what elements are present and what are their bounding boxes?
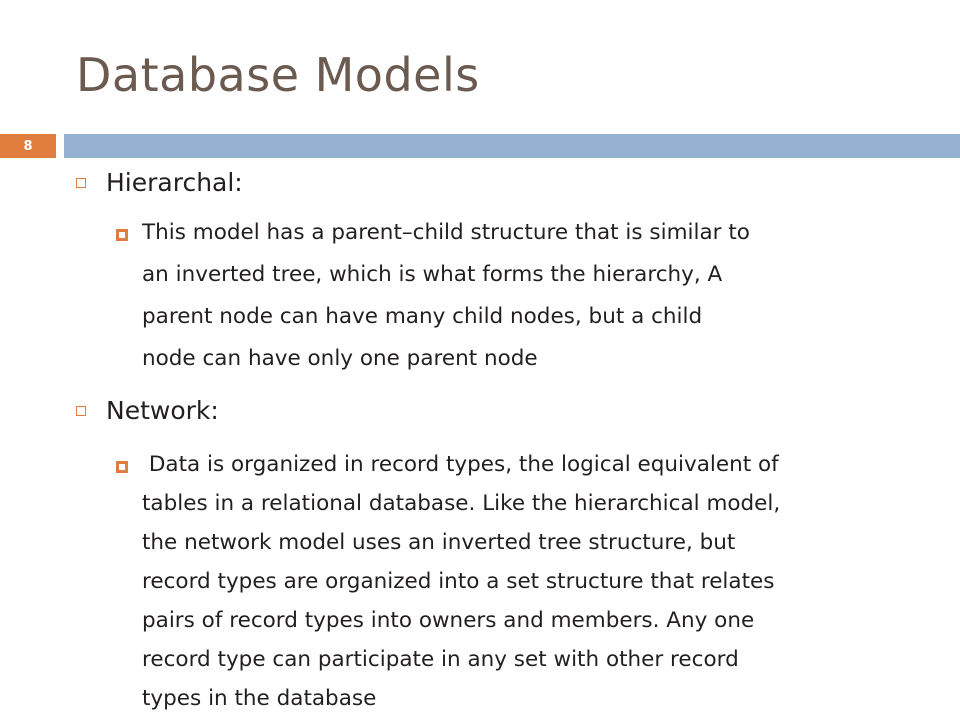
- bullet-label: Hierarchal:: [106, 168, 243, 197]
- hollow-square-icon: [76, 178, 86, 188]
- paragraph-line: pairs of record types into owners and members. Any one: [142, 608, 755, 633]
- paragraph-line: the network model uses an inverted tree structure, but: [142, 530, 736, 555]
- paragraph-line: tables in a relational database. Like the hierarchical model,: [142, 491, 781, 516]
- paragraph-line: record type can participate in any set with other record: [142, 647, 739, 672]
- paragraph-line: parent node can have many child nodes, but a child: [142, 304, 703, 329]
- paragraph-line: This model has a parent–child structure that is similar to: [142, 220, 750, 245]
- filled-square-icon: [116, 461, 128, 473]
- page-number: 8: [23, 138, 33, 154]
- bullet-item-network: [76, 396, 219, 425]
- filled-square-icon: [116, 229, 128, 241]
- bullet-item-hierarchal: [76, 168, 243, 197]
- paragraph-line: types in the database: [142, 686, 377, 711]
- slide-title: Database Models: [76, 48, 480, 102]
- bullet-label: Network:: [106, 396, 219, 425]
- paragraph-line: Data is organized in record types, the logical equivalent of: [142, 452, 779, 477]
- paragraph-line: an inverted tree, which is what forms the hierarchy, A: [142, 262, 723, 287]
- paragraph-line: record types are organized into a set structure that relates: [142, 569, 775, 594]
- paragraph-line: node can have only one parent node: [142, 346, 538, 371]
- hollow-square-icon: [76, 406, 86, 416]
